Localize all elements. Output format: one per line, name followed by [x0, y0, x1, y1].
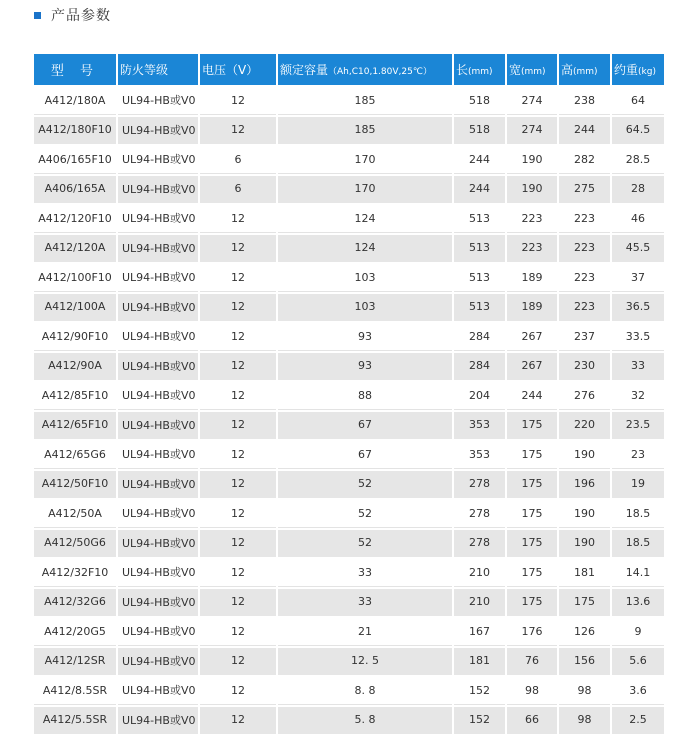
cell-voltage: 12	[200, 677, 276, 705]
cell-height: 98	[559, 677, 610, 705]
cell-capacity: 21	[278, 618, 452, 646]
cell-length: 152	[454, 707, 505, 735]
cell-fire-rating: UL94-HB或V0	[118, 648, 198, 676]
cell-height: 244	[559, 117, 610, 145]
header-voltage: 电压（V）	[200, 54, 276, 85]
table-row	[34, 648, 664, 676]
cell-height: 190	[559, 441, 610, 469]
cell-model: A406/165F10	[34, 146, 116, 174]
cell-width: 223	[507, 235, 557, 263]
cell-height: 156	[559, 648, 610, 676]
cell-weight: 2.5	[612, 707, 664, 735]
cell-height: 181	[559, 559, 610, 587]
cell-weight: 13.6	[612, 589, 664, 617]
cell-voltage: 12	[200, 648, 276, 676]
cell-length: 278	[454, 530, 505, 558]
cell-capacity: 33	[278, 559, 452, 587]
cell-voltage: 12	[200, 707, 276, 735]
table-row	[34, 117, 664, 145]
cell-fire-rating: UL94-HB或V0	[118, 87, 198, 115]
cell-width: 274	[507, 87, 557, 115]
cell-capacity: 124	[278, 235, 452, 263]
cell-width: 175	[507, 471, 557, 499]
cell-voltage: 12	[200, 382, 276, 410]
cell-weight: 18.5	[612, 530, 664, 558]
header-weight: 约重(kg)	[612, 54, 664, 85]
cell-weight: 64.5	[612, 117, 664, 145]
cell-model: A412/90A	[34, 353, 116, 381]
cell-capacity: 8. 8	[278, 677, 452, 705]
cell-fire-rating: UL94-HB或V0	[118, 707, 198, 735]
cell-weight: 23.5	[612, 412, 664, 440]
table-row	[34, 500, 664, 528]
cell-length: 513	[454, 205, 505, 233]
cell-model: A412/90F10	[34, 323, 116, 351]
cell-width: 267	[507, 353, 557, 381]
cell-voltage: 12	[200, 441, 276, 469]
cell-model: A412/100A	[34, 294, 116, 322]
cell-model: A412/65F10	[34, 412, 116, 440]
cell-weight: 18.5	[612, 500, 664, 528]
cell-weight: 28	[612, 176, 664, 204]
cell-height: 223	[559, 235, 610, 263]
cell-capacity: 93	[278, 353, 452, 381]
cell-height: 220	[559, 412, 610, 440]
cell-model: A412/120F10	[34, 205, 116, 233]
cell-width: 244	[507, 382, 557, 410]
cell-length: 353	[454, 441, 505, 469]
cell-length: 284	[454, 323, 505, 351]
cell-capacity: 103	[278, 294, 452, 322]
cell-model: A412/65G6	[34, 441, 116, 469]
table-row	[34, 618, 664, 646]
table-row	[34, 589, 664, 617]
cell-model: A412/100F10	[34, 264, 116, 292]
cell-capacity: 93	[278, 323, 452, 351]
cell-capacity: 52	[278, 530, 452, 558]
cell-width: 76	[507, 648, 557, 676]
cell-width: 175	[507, 500, 557, 528]
cell-fire-rating: UL94-HB或V0	[118, 353, 198, 381]
product-specs-table	[32, 52, 666, 736]
cell-fire-rating: UL94-HB或V0	[118, 677, 198, 705]
cell-capacity: 5. 8	[278, 707, 452, 735]
cell-length: 167	[454, 618, 505, 646]
cell-voltage: 12	[200, 412, 276, 440]
cell-fire-rating: UL94-HB或V0	[118, 589, 198, 617]
cell-model: A412/180A	[34, 87, 116, 115]
cell-height: 276	[559, 382, 610, 410]
cell-width: 223	[507, 205, 557, 233]
table-row	[34, 441, 664, 469]
cell-capacity: 185	[278, 87, 452, 115]
table-row	[34, 707, 664, 735]
cell-capacity: 33	[278, 589, 452, 617]
table-row	[34, 353, 664, 381]
cell-model: A412/12SR	[34, 648, 116, 676]
table-row	[34, 264, 664, 292]
cell-voltage: 12	[200, 294, 276, 322]
table-row	[34, 382, 664, 410]
cell-fire-rating: UL94-HB或V0	[118, 530, 198, 558]
cell-fire-rating: UL94-HB或V0	[118, 471, 198, 499]
cell-length: 210	[454, 589, 505, 617]
cell-voltage: 12	[200, 117, 276, 145]
cell-capacity: 67	[278, 412, 452, 440]
cell-weight: 23	[612, 441, 664, 469]
cell-length: 210	[454, 559, 505, 587]
cell-model: A412/32F10	[34, 559, 116, 587]
cell-length: 353	[454, 412, 505, 440]
cell-length: 204	[454, 382, 505, 410]
cell-length: 244	[454, 176, 505, 204]
cell-fire-rating: UL94-HB或V0	[118, 500, 198, 528]
cell-fire-rating: UL94-HB或V0	[118, 441, 198, 469]
cell-fire-rating: UL94-HB或V0	[118, 294, 198, 322]
cell-model: A412/8.5SR	[34, 677, 116, 705]
cell-width: 175	[507, 559, 557, 587]
cell-height: 237	[559, 323, 610, 351]
section-header	[34, 6, 111, 24]
cell-width: 189	[507, 294, 557, 322]
cell-fire-rating: UL94-HB或V0	[118, 235, 198, 263]
cell-capacity: 170	[278, 146, 452, 174]
cell-model: A412/50A	[34, 500, 116, 528]
bullet-square-icon	[34, 12, 41, 19]
cell-width: 175	[507, 412, 557, 440]
cell-voltage: 6	[200, 176, 276, 204]
cell-fire-rating: UL94-HB或V0	[118, 176, 198, 204]
table-row	[34, 176, 664, 204]
cell-weight: 37	[612, 264, 664, 292]
cell-width: 175	[507, 589, 557, 617]
cell-capacity: 88	[278, 382, 452, 410]
cell-model: A412/50G6	[34, 530, 116, 558]
cell-weight: 64	[612, 87, 664, 115]
cell-model: A406/165A	[34, 176, 116, 204]
cell-fire-rating: UL94-HB或V0	[118, 412, 198, 440]
cell-length: 278	[454, 471, 505, 499]
cell-weight: 14.1	[612, 559, 664, 587]
cell-length: 284	[454, 353, 505, 381]
cell-model: A412/85F10	[34, 382, 116, 410]
cell-height: 190	[559, 530, 610, 558]
table-row	[34, 471, 664, 499]
cell-voltage: 12	[200, 559, 276, 587]
header-rated-capacity: 额定容量（Ah,C10,1.80V,25℃）	[278, 54, 452, 85]
cell-weight: 33	[612, 353, 664, 381]
cell-width: 190	[507, 146, 557, 174]
table-row	[34, 235, 664, 263]
cell-weight: 3.6	[612, 677, 664, 705]
cell-voltage: 12	[200, 235, 276, 263]
cell-weight: 36.5	[612, 294, 664, 322]
table-row	[34, 559, 664, 587]
cell-model: A412/120A	[34, 235, 116, 263]
table-row	[34, 530, 664, 558]
cell-capacity: 103	[278, 264, 452, 292]
cell-fire-rating: UL94-HB或V0	[118, 618, 198, 646]
cell-length: 152	[454, 677, 505, 705]
table-row	[34, 323, 664, 351]
cell-width: 274	[507, 117, 557, 145]
cell-width: 267	[507, 323, 557, 351]
cell-capacity: 185	[278, 117, 452, 145]
cell-height: 230	[559, 353, 610, 381]
cell-voltage: 12	[200, 264, 276, 292]
cell-voltage: 12	[200, 530, 276, 558]
header-width: 宽(mm)	[507, 54, 557, 85]
cell-width: 175	[507, 441, 557, 469]
cell-model: A412/20G5	[34, 618, 116, 646]
cell-capacity: 124	[278, 205, 452, 233]
cell-fire-rating: UL94-HB或V0	[118, 264, 198, 292]
cell-height: 223	[559, 264, 610, 292]
cell-length: 244	[454, 146, 505, 174]
cell-width: 66	[507, 707, 557, 735]
cell-weight: 32	[612, 382, 664, 410]
cell-width: 98	[507, 677, 557, 705]
header-length: 长(mm)	[454, 54, 505, 85]
header-height: 高(mm)	[559, 54, 610, 85]
cell-height: 282	[559, 146, 610, 174]
cell-length: 518	[454, 87, 505, 115]
table-header-row	[34, 54, 664, 85]
cell-height: 275	[559, 176, 610, 204]
cell-width: 190	[507, 176, 557, 204]
cell-width: 175	[507, 530, 557, 558]
cell-voltage: 12	[200, 618, 276, 646]
cell-height: 175	[559, 589, 610, 617]
cell-capacity: 12. 5	[278, 648, 452, 676]
cell-capacity: 67	[278, 441, 452, 469]
cell-length: 513	[454, 264, 505, 292]
cell-length: 278	[454, 500, 505, 528]
table-row	[34, 205, 664, 233]
cell-voltage: 6	[200, 146, 276, 174]
table-row	[34, 412, 664, 440]
cell-voltage: 12	[200, 471, 276, 499]
cell-fire-rating: UL94-HB或V0	[118, 559, 198, 587]
cell-voltage: 12	[200, 589, 276, 617]
cell-fire-rating: UL94-HB或V0	[118, 205, 198, 233]
cell-length: 513	[454, 235, 505, 263]
header-model: 型 号	[34, 54, 116, 85]
table-body	[34, 87, 664, 734]
cell-fire-rating: UL94-HB或V0	[118, 323, 198, 351]
cell-fire-rating: UL94-HB或V0	[118, 382, 198, 410]
cell-capacity: 52	[278, 471, 452, 499]
cell-length: 181	[454, 648, 505, 676]
cell-length: 513	[454, 294, 505, 322]
cell-model: A412/50F10	[34, 471, 116, 499]
cell-capacity: 52	[278, 500, 452, 528]
cell-height: 126	[559, 618, 610, 646]
cell-weight: 46	[612, 205, 664, 233]
cell-voltage: 12	[200, 205, 276, 233]
cell-voltage: 12	[200, 353, 276, 381]
cell-voltage: 12	[200, 500, 276, 528]
cell-height: 223	[559, 205, 610, 233]
header-fire-rating: 防火等级	[118, 54, 198, 85]
section-title: 产品参数	[51, 8, 111, 24]
cell-fire-rating: UL94-HB或V0	[118, 117, 198, 145]
cell-voltage: 12	[200, 323, 276, 351]
cell-width: 189	[507, 264, 557, 292]
cell-height: 98	[559, 707, 610, 735]
cell-weight: 9	[612, 618, 664, 646]
cell-height: 190	[559, 500, 610, 528]
cell-weight: 5.6	[612, 648, 664, 676]
table-row	[34, 87, 664, 115]
cell-fire-rating: UL94-HB或V0	[118, 146, 198, 174]
cell-model: A412/180F10	[34, 117, 116, 145]
table-row	[34, 294, 664, 322]
cell-width: 176	[507, 618, 557, 646]
table-row	[34, 146, 664, 174]
cell-capacity: 170	[278, 176, 452, 204]
cell-model: A412/5.5SR	[34, 707, 116, 735]
cell-length: 518	[454, 117, 505, 145]
cell-model: A412/32G6	[34, 589, 116, 617]
table-row	[34, 677, 664, 705]
cell-weight: 33.5	[612, 323, 664, 351]
cell-weight: 28.5	[612, 146, 664, 174]
cell-voltage: 12	[200, 87, 276, 115]
cell-height: 238	[559, 87, 610, 115]
cell-height: 196	[559, 471, 610, 499]
cell-weight: 19	[612, 471, 664, 499]
cell-weight: 45.5	[612, 235, 664, 263]
cell-height: 223	[559, 294, 610, 322]
